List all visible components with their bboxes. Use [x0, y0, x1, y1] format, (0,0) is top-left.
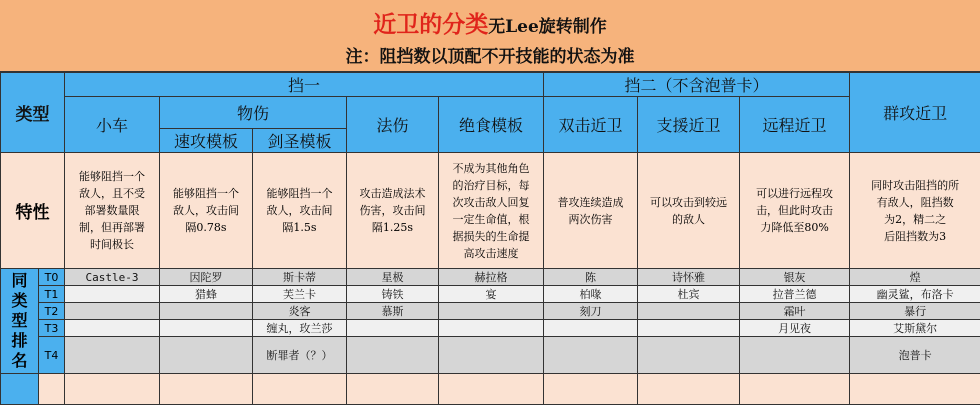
text-line: 可以进行远程攻 — [740, 185, 849, 202]
rank-cell: 暴行 — [850, 303, 980, 320]
rank-cell — [638, 303, 740, 320]
rank-cell: 月见夜 — [740, 320, 850, 337]
rank-cell: 霜叶 — [740, 303, 850, 320]
text-line: 为2，精二之 — [850, 211, 980, 228]
rank-cell: 赫拉格 — [439, 269, 544, 286]
xiaoche-header: 小车 — [65, 97, 160, 153]
type-header: 类型 — [1, 73, 65, 153]
title-band — [0, 0, 980, 72]
physical-header: 物伤 — [160, 97, 347, 129]
text-line: 一定生命值，根 — [439, 211, 543, 228]
trait-row — [1, 153, 980, 269]
author-credit: 无Lee旋转制作 — [488, 17, 607, 37]
guard-class-table — [0, 72, 980, 405]
sword-template-header: 剑圣模板 — [253, 129, 347, 153]
text-line: 不成为其他角色 — [439, 160, 543, 177]
trait-double — [544, 153, 638, 269]
rank-cell: Castle-3 — [65, 269, 160, 286]
rank-row-t4 — [1, 337, 980, 374]
trait-arts — [347, 153, 439, 269]
rank-cell: 缠丸，玫兰莎 — [253, 320, 347, 337]
rank-label — [1, 269, 39, 374]
text-line: 次攻击敌人回复 — [439, 194, 543, 211]
rank-cell — [160, 303, 253, 320]
text-line: 类 — [1, 291, 38, 311]
text-line: 后阻挡数为3 — [850, 228, 980, 245]
text-line: 敌人，攻击间 — [253, 202, 346, 219]
rank-cell — [439, 337, 544, 374]
rank-cell — [439, 303, 544, 320]
tier-label: T0 — [39, 269, 65, 286]
starve-header: 绝食模板 — [439, 97, 544, 153]
text-line: 排 — [1, 331, 38, 351]
text-line: 能够阻挡一个 — [160, 185, 252, 202]
rank-cell: 慕斯 — [347, 303, 439, 320]
rank-row-t0 — [1, 269, 980, 286]
rank-cell: 铸铁 — [347, 286, 439, 303]
text-line: 能够阻挡一个 — [65, 168, 159, 185]
rank-cell: 猎蜂 — [160, 286, 253, 303]
text-line: 高攻击速度 — [439, 245, 543, 262]
rank-cell — [638, 320, 740, 337]
trait-sword — [253, 153, 347, 269]
trait-label: 特性 — [1, 153, 65, 269]
rank-cell: 断罪者（？） — [253, 337, 347, 374]
rank-cell: 刻刀 — [544, 303, 638, 320]
aoe-guard-header: 群攻近卫 — [850, 73, 980, 153]
rank-row-t3 — [1, 320, 980, 337]
rank-cell — [544, 337, 638, 374]
text-line: 普攻连续造成 — [544, 194, 637, 211]
ranged-header: 远程近卫 — [740, 97, 850, 153]
page-title: 近卫的分类 — [373, 12, 488, 38]
arts-header: 法伤 — [347, 97, 439, 153]
text-line: 敌人，且不受 — [65, 185, 159, 202]
tier-label: T3 — [39, 320, 65, 337]
text-line: 同 — [1, 271, 38, 291]
text-line: 敌人，攻击间 — [160, 202, 252, 219]
rank-cell — [65, 337, 160, 374]
rank-cell — [740, 337, 850, 374]
rank-cell — [160, 320, 253, 337]
text-line: 名 — [1, 351, 38, 371]
text-line: 击，但此时攻击 — [740, 202, 849, 219]
trait-ranged — [740, 153, 850, 269]
rank-cell — [638, 337, 740, 374]
text-line: 据损失的生命提 — [439, 228, 543, 245]
rank-cell — [439, 320, 544, 337]
text-line: 能够阻挡一个 — [253, 185, 346, 202]
text-line: 的敌人 — [638, 211, 739, 228]
rank-cell: 因陀罗 — [160, 269, 253, 286]
rank-cell: 宴 — [439, 286, 544, 303]
text-line: 有敌人，阻挡数 — [850, 194, 980, 211]
text-line: 隔0.78s — [160, 219, 252, 236]
header-row-1 — [1, 73, 980, 97]
text-line: 型 — [1, 311, 38, 331]
rank-cell — [347, 337, 439, 374]
trait-speed — [160, 153, 253, 269]
text-line: 隔1.5s — [253, 219, 346, 236]
text-line: 攻击造成法术 — [347, 185, 438, 202]
trait-aoe — [850, 153, 980, 269]
text-line: 制，但再部署 — [65, 219, 159, 236]
rank-cell: 幽灵鲨，布洛卡 — [850, 286, 980, 303]
rank-cell: 杜宾 — [638, 286, 740, 303]
support-header: 支援近卫 — [638, 97, 740, 153]
text-line: 伤害，攻击间 — [347, 202, 438, 219]
text-line: 两次伤害 — [544, 211, 637, 228]
double-strike-header: 双击近卫 — [544, 97, 638, 153]
header-row-2 — [1, 97, 980, 129]
text-line: 隔1.25s — [347, 219, 438, 236]
text-line: 可以攻击到较远 — [638, 194, 739, 211]
group-block-one-header: 挡一 — [65, 73, 544, 97]
rank-row-t1 — [1, 286, 980, 303]
rank-cell — [160, 337, 253, 374]
rank-cell: 柏喙 — [544, 286, 638, 303]
speed-template-header: 速攻模板 — [160, 129, 253, 153]
rank-cell: 诗怀雅 — [638, 269, 740, 286]
rank-cell — [65, 303, 160, 320]
rank-cell: 陈 — [544, 269, 638, 286]
group-block-two-header: 挡二（不含泡普卡） — [544, 73, 850, 97]
title-line — [0, 6, 980, 39]
text-line: 部署数量限 — [65, 202, 159, 219]
rank-cell: 星极 — [347, 269, 439, 286]
text-line: 同时攻击阻挡的所 — [850, 177, 980, 194]
rank-cell: 泡普卡 — [850, 337, 980, 374]
rank-cell: 斯卡蒂 — [253, 269, 347, 286]
rank-cell: 艾斯黛尔 — [850, 320, 980, 337]
rank-cell — [347, 320, 439, 337]
text-line: 时间极长 — [65, 236, 159, 253]
tier-label: T1 — [39, 286, 65, 303]
page-subtitle: 注：阻挡数以顶配不开技能的状态为准 — [0, 42, 980, 67]
trait-support — [638, 153, 740, 269]
text-line: 的治疗目标，每 — [439, 177, 543, 194]
rank-cell — [65, 286, 160, 303]
rank-cell: 炎客 — [253, 303, 347, 320]
rank-cell — [65, 320, 160, 337]
trait-xiaoche — [65, 153, 160, 269]
tier-label: T2 — [39, 303, 65, 320]
tier-label: T4 — [39, 337, 65, 374]
rank-cell: 芙兰卡 — [253, 286, 347, 303]
rank-cell: 煌 — [850, 269, 980, 286]
text-line: 力降低至80% — [740, 219, 849, 236]
rank-cell: 拉普兰德 — [740, 286, 850, 303]
rank-cell — [544, 320, 638, 337]
trait-starve — [439, 153, 544, 269]
rank-row-t2 — [1, 303, 980, 320]
rank-cell: 银灰 — [740, 269, 850, 286]
